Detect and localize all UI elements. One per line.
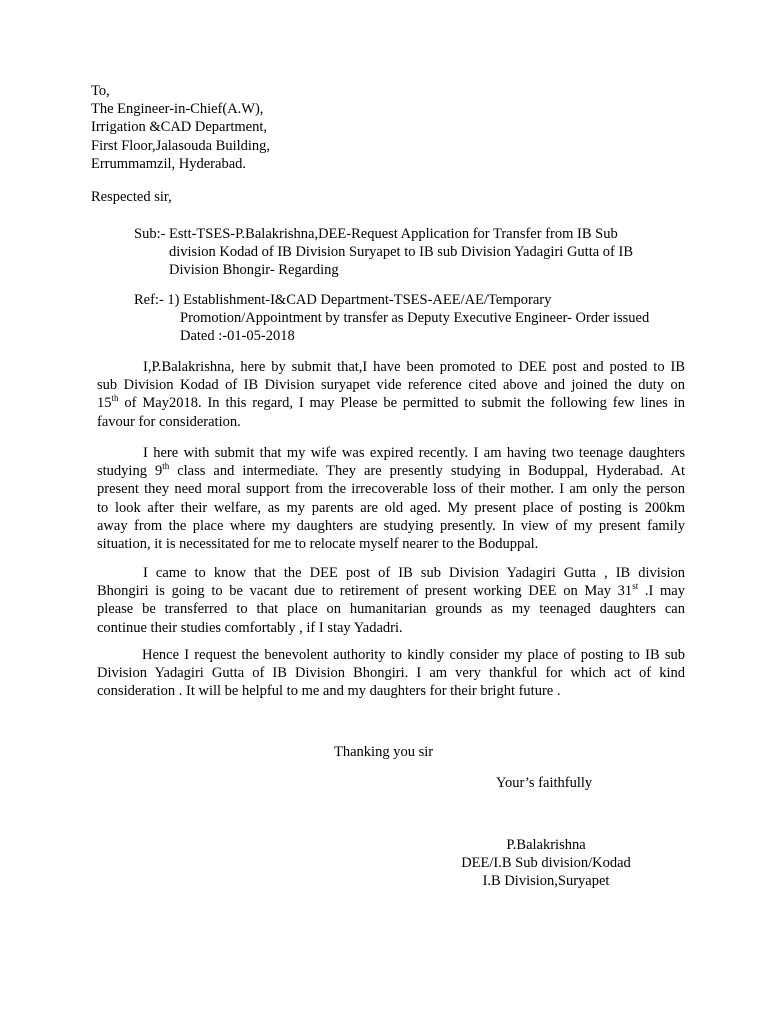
- paragraph-line: sub Division Kodad of IB Division suryapet vide reference cited above and joined the duty on: [97, 377, 685, 394]
- paragraph-line: [97, 444, 685, 462]
- signer-division: I.B Division,Suryapet: [482, 873, 610, 890]
- line-text: I came to know that the DEE post of IB sub Division Yadagiri Gutta , IB division: [143, 565, 685, 581]
- body-paragraph-2: [97, 444, 685, 553]
- paragraph-line: away from the place where my daughters are studying presently. In view of my present family: [97, 517, 685, 534]
- signature-block: [457, 836, 635, 891]
- address-line: The Engineer-in-Chief(A.W),: [91, 101, 264, 118]
- paragraph-line: present they need moral support from the irrecoverable loss of their mother. I am only the person: [97, 481, 685, 498]
- superscript: st: [632, 581, 639, 592]
- signer-name: P.Balakrishna: [506, 837, 586, 853]
- superscript: th: [162, 461, 170, 472]
- paragraph-line: to look after their welfare, as my parents are old aged. My present place of posting is 200km: [97, 499, 685, 516]
- line-text: .I may: [638, 583, 685, 600]
- subject-line: Sub:- Estt-TSES-P.Balakrishna,DEE-Request Application for Transfer from IB Sub: [134, 226, 618, 242]
- paragraph-line: favour for consideration.: [97, 413, 241, 430]
- paragraph-line: Division Yadagiri Gutta of IB Division Bhongiri. I am very thankful for which act of kind: [97, 665, 685, 682]
- line-text: class and intermediate. They are presently studying in Boduppal, Hyderabad. At: [169, 463, 685, 480]
- line-text: studying 9: [97, 463, 163, 480]
- paragraph-line: continue their studies comfortably , if I stay Yadadri.: [97, 619, 403, 636]
- subject-block: [134, 225, 633, 280]
- paragraph-line: please be transferred to that place on humanitarian grounds as my teenaged daughters can: [97, 601, 685, 618]
- reference-block: [134, 291, 649, 346]
- recipient-address: [91, 82, 270, 173]
- paragraph-line: [97, 582, 685, 600]
- line-text: I,P.Balakrishna, here by submit that,I have been promoted to DEE post and posted to IB: [143, 359, 685, 375]
- paragraph-line: [97, 358, 685, 376]
- paragraph-line: situation, it is necessitated for me to relocate myself nearer to the Boduppal.: [97, 535, 539, 552]
- reference-line: Dated :-01-05-2018: [180, 328, 295, 345]
- paragraph-line: [97, 394, 685, 412]
- salutation: Respected sir,: [91, 189, 172, 205]
- address-line: Irrigation &CAD Department,: [91, 119, 267, 136]
- subject-line: division Kodad of IB Division Suryapet to IB sub Division Yadagiri Gutta of IB: [169, 244, 633, 261]
- paragraph-line: consideration . It will be helpful to me and my daughters for their bright future .: [97, 683, 561, 700]
- body-paragraph-1: [97, 358, 685, 431]
- address-line: First Floor,Jalasouda Building,: [91, 137, 271, 154]
- to-line: To,: [91, 83, 110, 99]
- paragraph-line: [97, 462, 685, 480]
- signer-designation: DEE/I.B Sub division/Kodad: [461, 855, 631, 872]
- paragraph-line: [97, 646, 685, 664]
- subject-line: Division Bhongir- Regarding: [169, 262, 339, 279]
- body-paragraph-3: [97, 564, 685, 637]
- reference-line: Ref:- 1) Establishment-I&CAD Department-TSES-AEE/AE/Temporary: [134, 292, 552, 308]
- thanking-line: Thanking you sir: [334, 744, 434, 760]
- line-text: Hence I request the benevolent authority to kindly consider my place of posting to IB sub: [142, 647, 685, 663]
- line-text: Bhongiri is going to be vacant due to retirement of present working DEE on May 31: [97, 583, 633, 600]
- line-text: I here with submit that my wife was expired recently. I am having two teenage daughters: [143, 445, 685, 461]
- reference-line: Promotion/Appointment by transfer as Deputy Executive Engineer- Order issued: [180, 310, 650, 327]
- line-text: 15: [97, 395, 112, 412]
- body-paragraph-4: [97, 646, 685, 701]
- superscript: th: [111, 393, 119, 404]
- line-text: of May2018. In this regard, I may Please be permitted to submit the following few lines in: [118, 395, 685, 412]
- closing-line: Your’s faithfully: [496, 775, 593, 791]
- paragraph-line: [97, 564, 685, 582]
- address-line: Errummamzil, Hyderabad.: [91, 155, 247, 172]
